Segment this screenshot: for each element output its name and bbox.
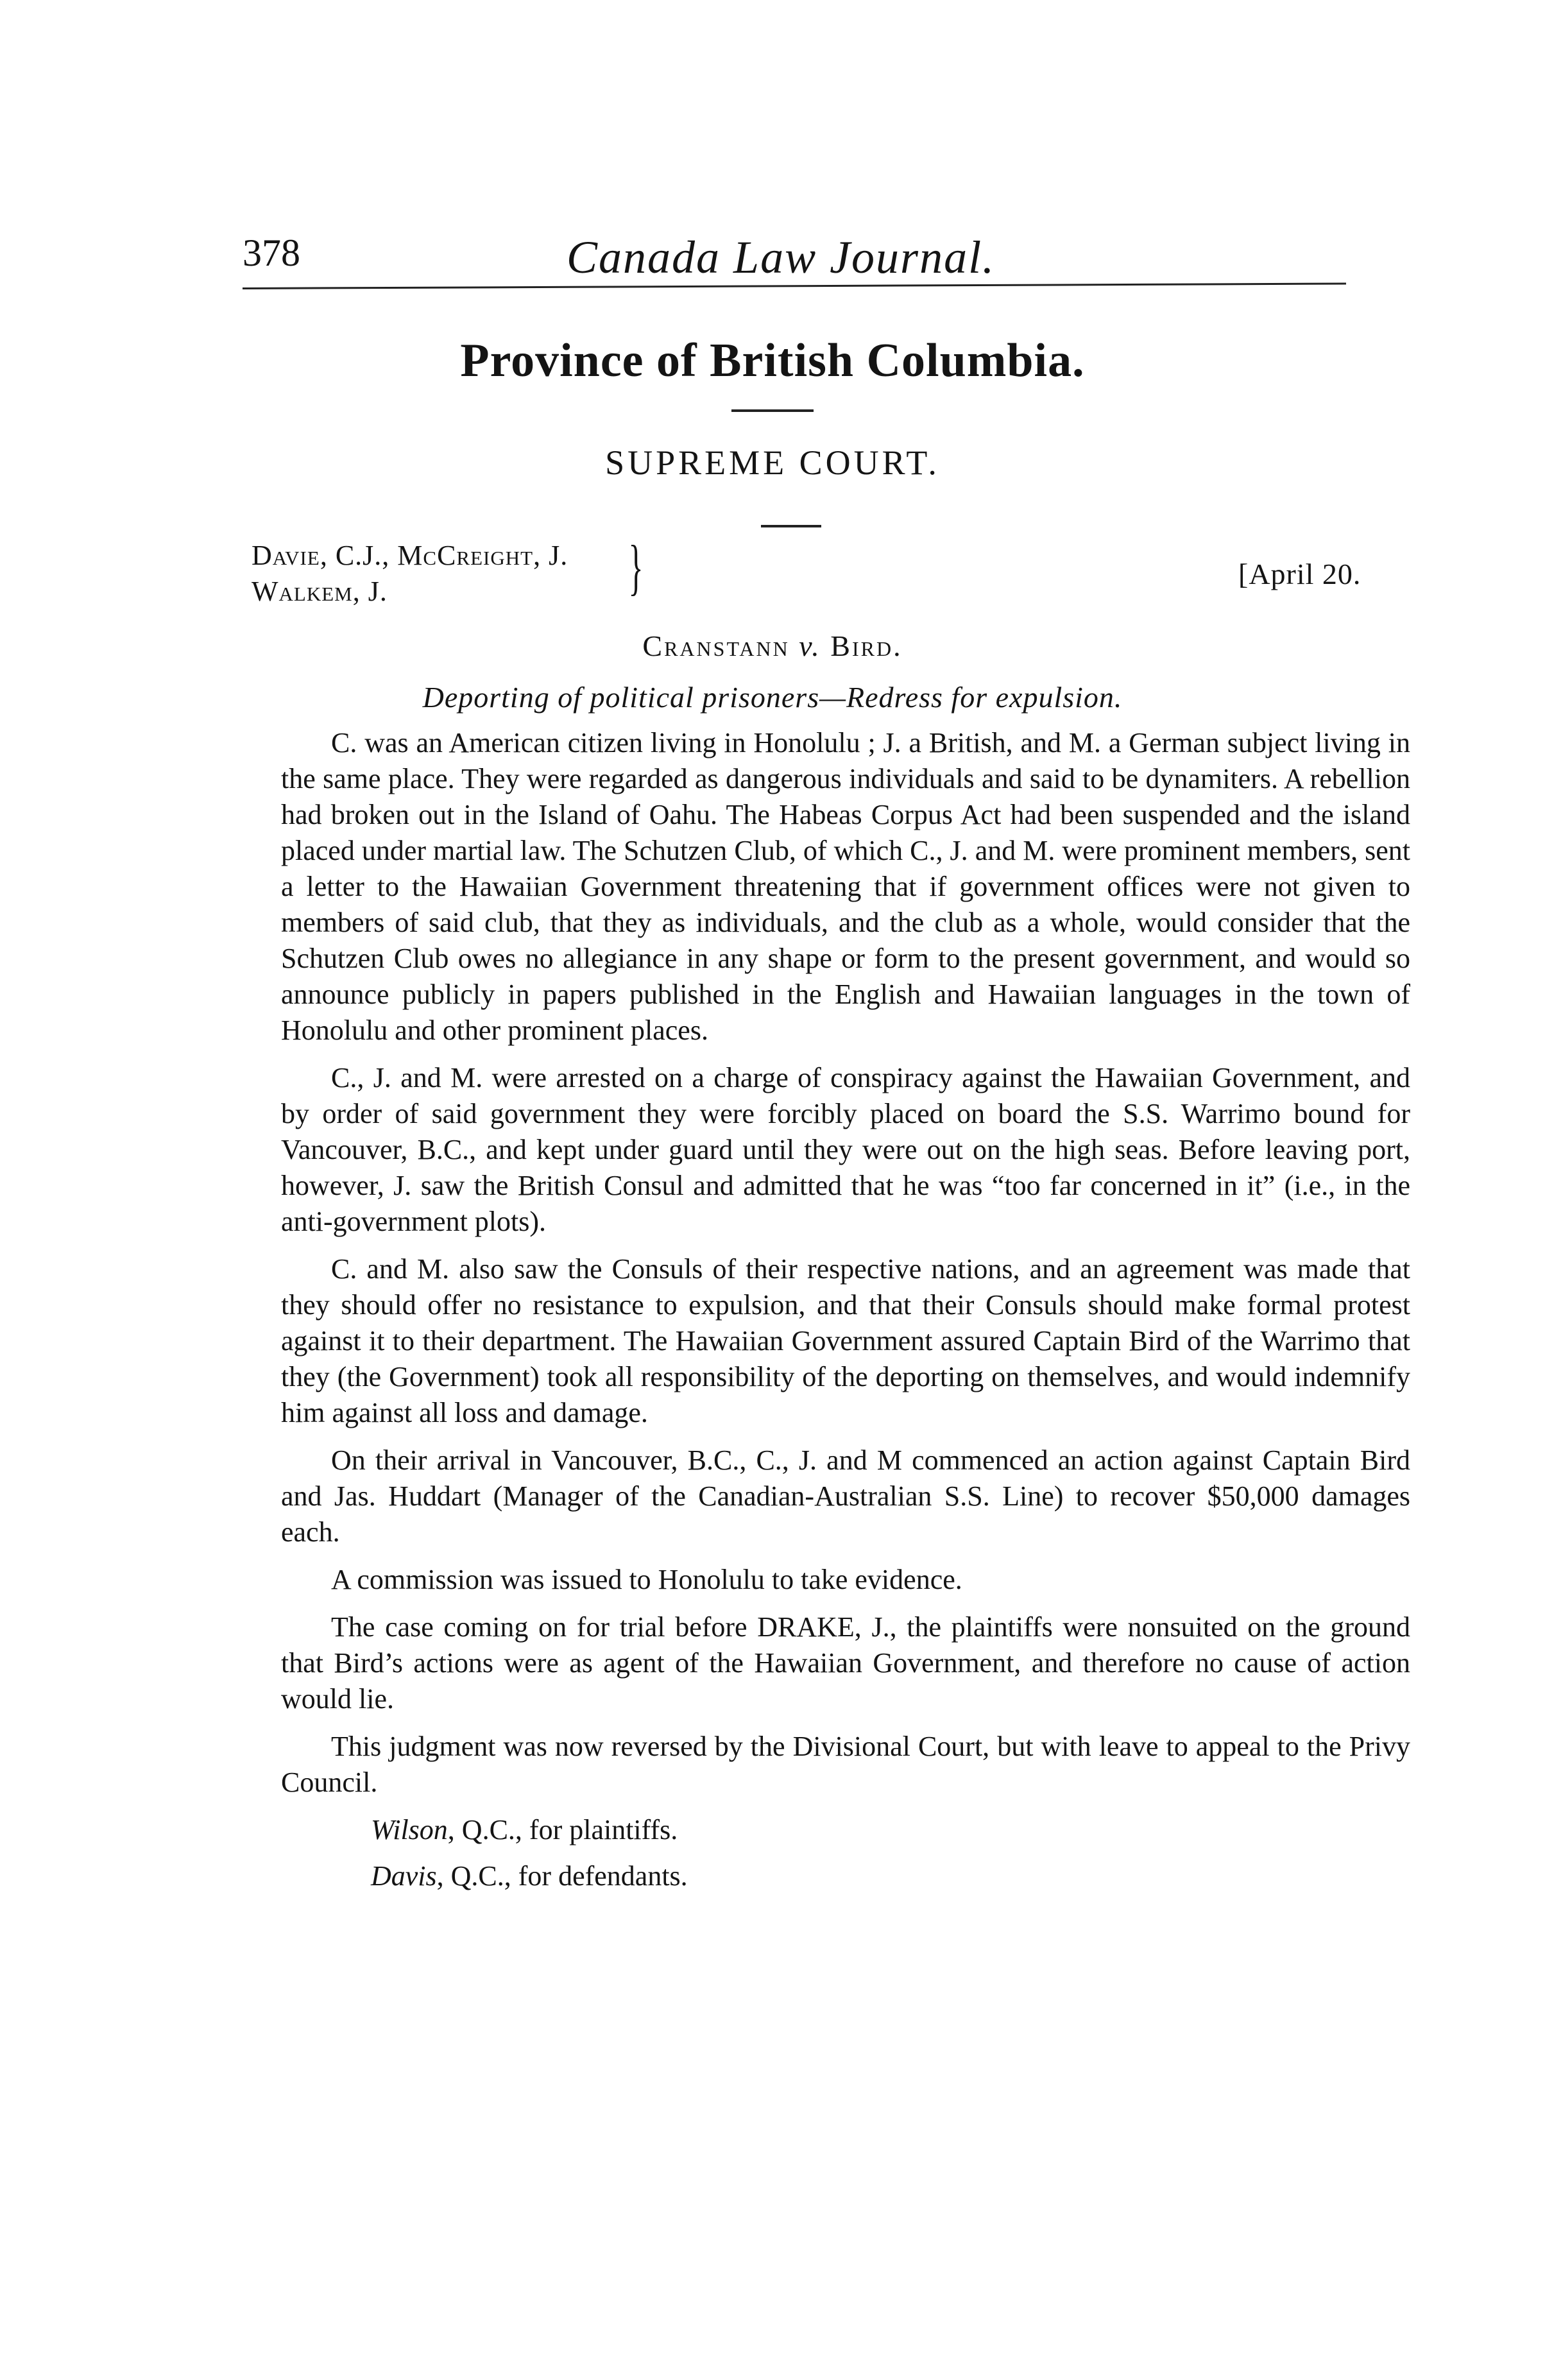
bench-line-2: Walkem, J. — [252, 576, 388, 607]
bench-line-1: Davie, C.J., McCreight, J. — [252, 540, 568, 571]
bench-judges — [252, 538, 568, 610]
plaintiff-name: Cranstann — [642, 629, 790, 662]
journal-title: Canada Law Journal. — [567, 232, 996, 283]
section-title: Province of British Columbia. — [460, 334, 1085, 387]
counsel-defendants — [281, 1858, 1410, 1894]
paragraph: This judgment was now reversed by the Divisional Court, but with leave to appeal to the Privy Council. — [281, 1731, 1410, 1798]
court-divider — [761, 525, 821, 527]
headnote: Deporting of political prisoners—Redress for expulsion. — [422, 681, 1123, 714]
counsel-role: , Q.C., for plaintiffs. — [447, 1814, 678, 1845]
counsel-plaintiffs — [281, 1812, 1410, 1848]
case-name — [0, 629, 1545, 663]
decision-date: [April 20. — [1238, 558, 1361, 590]
counsel-name: Davis — [371, 1860, 437, 1892]
paragraph: C., J. and M. were arrested on a charge of conspiracy against the Hawaiian Government, and by order of said government they were forcibly placed on board the S.S. Warrimo bound for Vancouver, B.C., and kept under guard until they were out on the high seas. Before leaving port, however, J. saw the British Consul and admitted that he was “too far concerned in it” (i.e., in the anti-government plots). — [281, 1062, 1410, 1237]
page-number: 378 — [243, 232, 300, 274]
paragraph: A commission was issued to Honolulu to take evidence. — [331, 1564, 962, 1595]
running-head — [243, 231, 1353, 289]
court-name: SUPREME COURT. — [605, 443, 940, 482]
paragraph: C. and M. also saw the Consuls of their respective nations, and an agreement was made that they should offer no resistance to expulsion, and that their Consuls should make formal protest against it to their department. The Hawaiian Government assured Captain Bird of the Warrimo that they (the Government) took all responsibility of the deporting on themselves, and would indemnify him against all loss and damage. — [281, 1253, 1410, 1428]
defendant-name: Bird. — [830, 629, 903, 662]
paragraph: On their arrival in Vancouver, B.C., C., J. and M commenced an action against Captain Bird and Jas. Huddart (Manager of the Canadian-Australian S.S. Line) to recover $50,000 damages each. — [281, 1444, 1410, 1548]
title-divider — [731, 409, 814, 412]
versus: v. — [799, 629, 821, 662]
case-body — [281, 725, 1410, 1905]
counsel-role: , Q.C., for defendants. — [436, 1860, 688, 1892]
paragraph: C. was an American citizen living in Honolulu ; J. a British, and M. a German subject living in the same place. They were regarded as dangerous individuals and said to be dynamiters. A rebellion had broken out in the Island of Oahu. The Habeas Corpus Act had been suspended and the island placed under martial law. The Schutzen Club, of which C., J. and M. were prominent members, sent a letter to the Hawaiian Government threatening that if government offices were not given to members of said club, that they as individuals, and the club as a whole, would consider that the Schutzen Club owes no allegiance in any shape or form to the present government, and would so announce publicly in papers published in the English and Hawaiian languages in the town of Honolulu and other prominent places. — [281, 727, 1410, 1046]
bench-brace: } — [628, 533, 644, 601]
paragraph: The case coming on for trial before DRAKE, J., the plaintiffs were nonsuited on the ground that Bird’s actions were as agent of the Hawaiian Government, and therefore no cause of action would lie. — [281, 1611, 1410, 1715]
counsel-name: Wilson — [371, 1814, 448, 1845]
